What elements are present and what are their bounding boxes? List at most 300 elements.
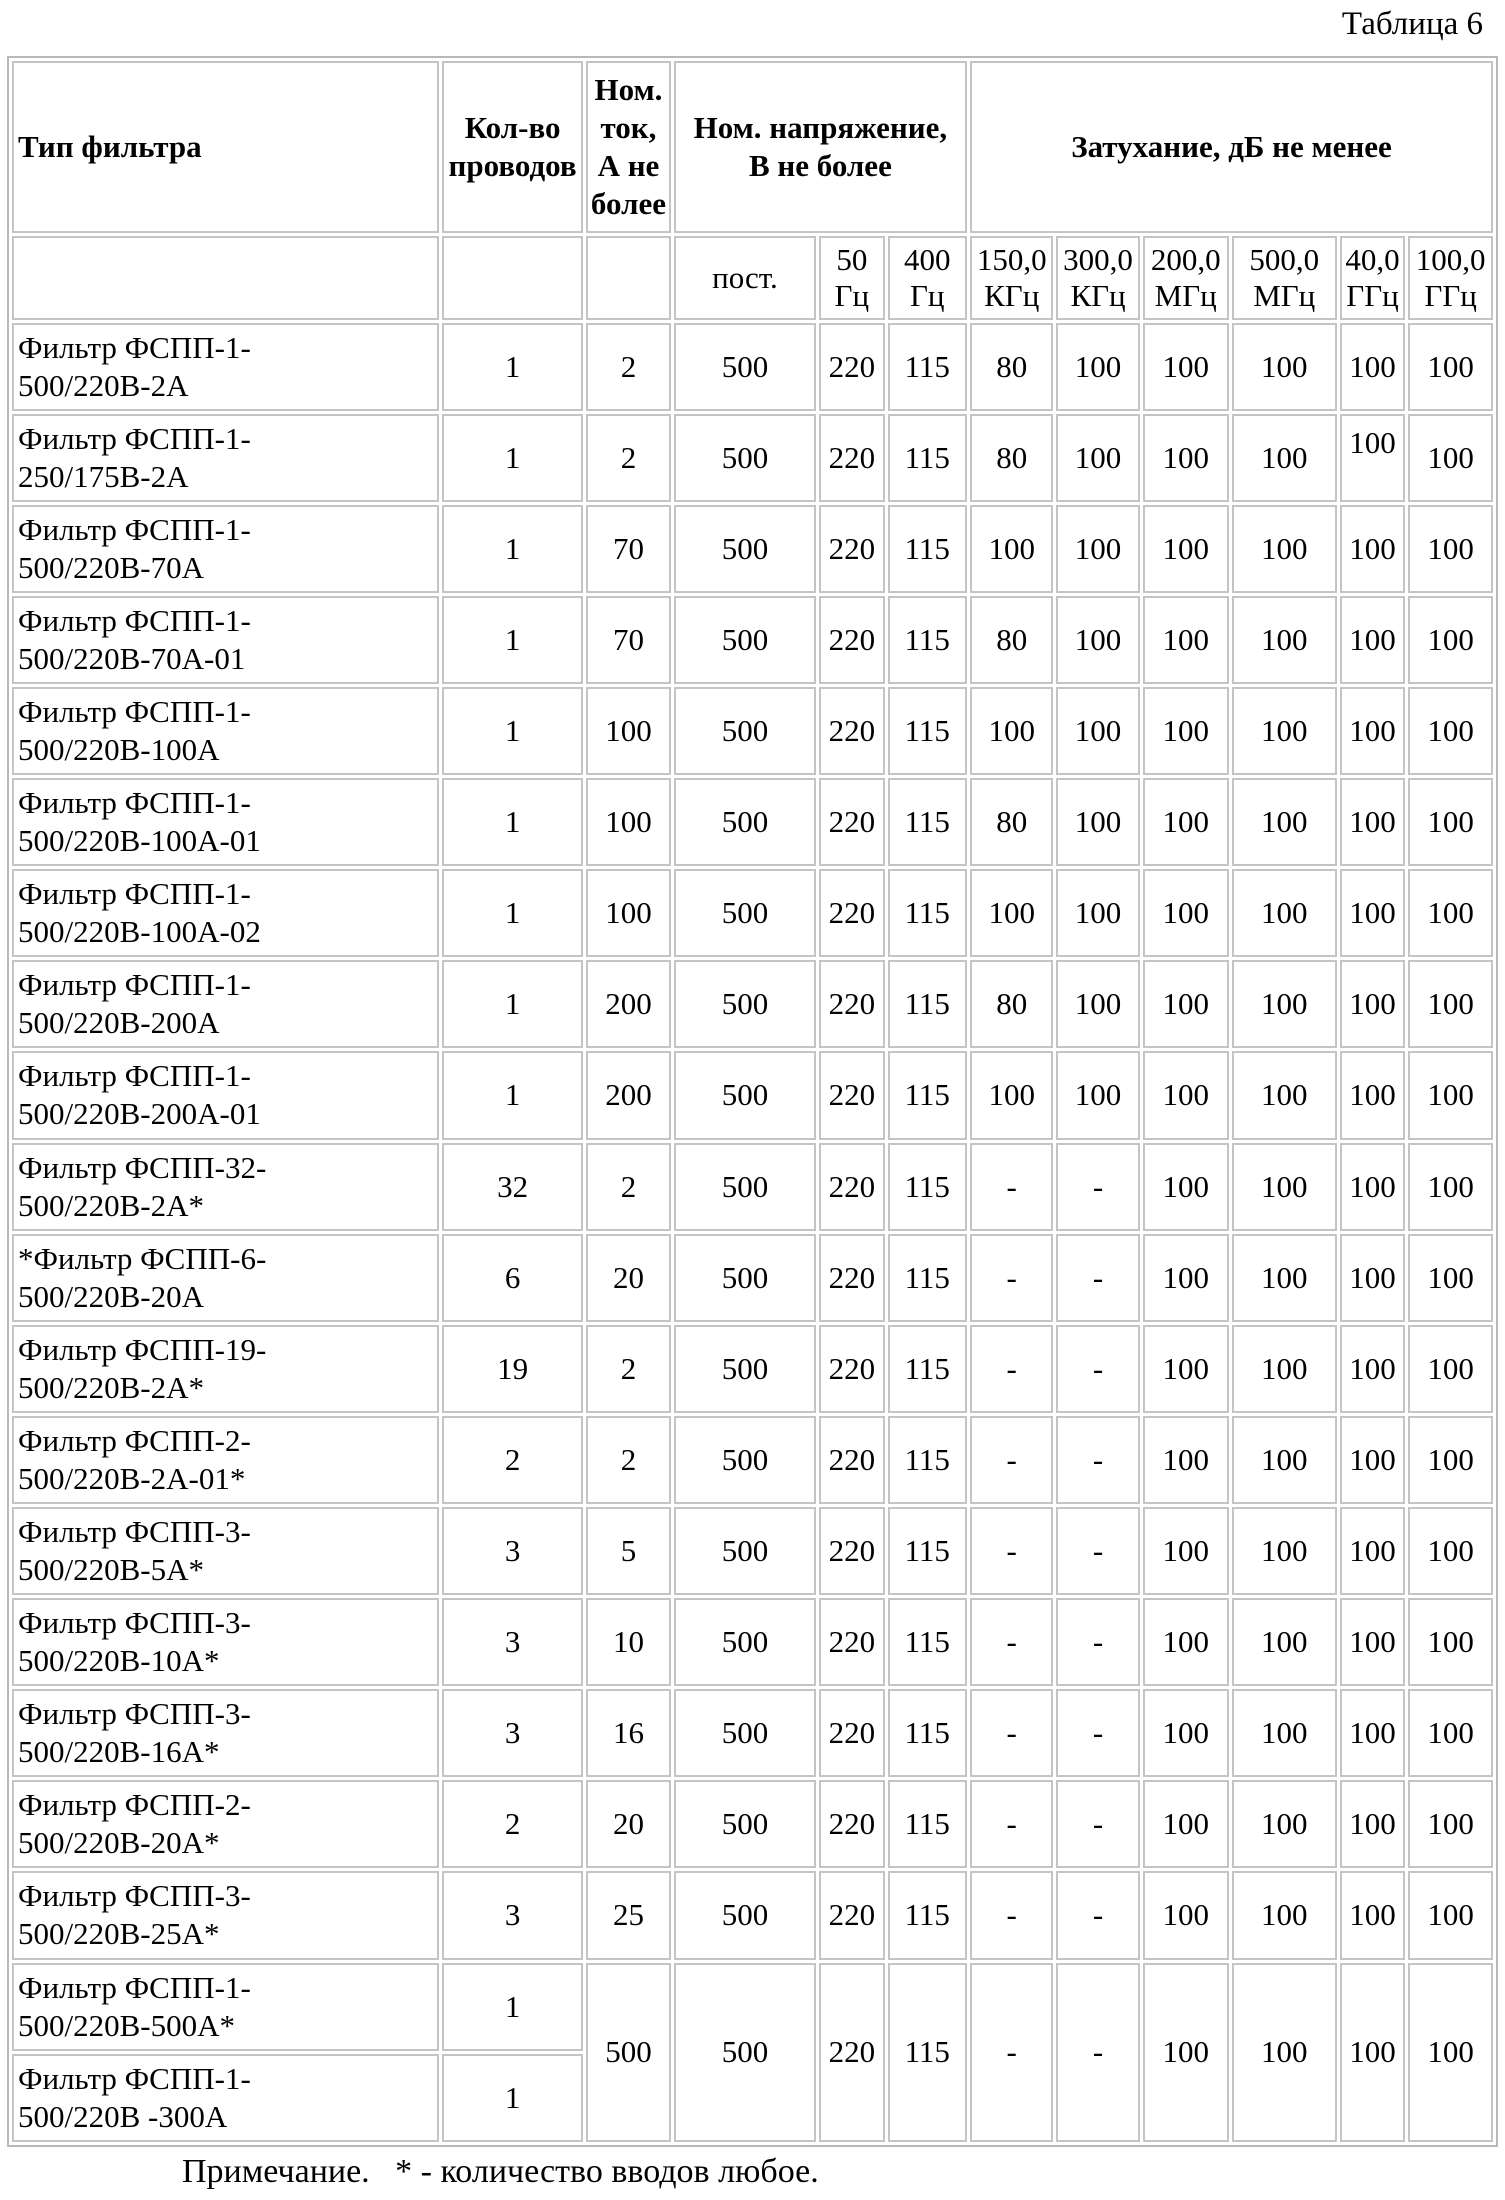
table-row xyxy=(12,869,1493,957)
filter-name-line: 500/220В-200А xyxy=(18,1005,220,1041)
value-cell: 500 xyxy=(674,505,816,593)
filter-name-line: 250/175В-2А xyxy=(18,458,189,494)
value-cell: 3 xyxy=(442,1871,583,1959)
table-row xyxy=(12,1689,1493,1777)
unit-line: 100,0 xyxy=(1415,241,1486,277)
filter-name-line: Фильтр ФСПП-1- xyxy=(18,1058,251,1094)
value-cell: 100 xyxy=(1143,1416,1229,1504)
value-cell: 115 xyxy=(888,1871,968,1959)
merged-value-cell: 100 xyxy=(1143,1963,1229,2143)
unit-line: Гц xyxy=(834,277,870,313)
value-cell: - xyxy=(1056,1780,1139,1868)
filter-name-cell xyxy=(12,1689,439,1777)
value-cell: 100 xyxy=(1408,1325,1493,1413)
value-cell: 10 xyxy=(586,1598,671,1686)
value-cell: 1 xyxy=(442,960,583,1048)
filter-name-cell xyxy=(12,1325,439,1413)
table-row xyxy=(12,1780,1493,1868)
filter-name-line: 500/220В-100А xyxy=(18,732,220,768)
value-cell: - xyxy=(970,1780,1053,1868)
filter-name-line: 500/220В-200А-01 xyxy=(18,1096,261,1132)
header-filter-type: Тип фильтра xyxy=(12,61,439,233)
value-cell: 500 xyxy=(674,778,816,866)
filter-name-line: 500/220В -300А xyxy=(18,2098,228,2134)
value-cell: 220 xyxy=(819,1325,884,1413)
merged-value-cell: - xyxy=(970,1963,1053,2143)
value-cell: 500 xyxy=(674,414,816,502)
value-cell: 220 xyxy=(819,960,884,1048)
unit-line: 400 xyxy=(904,241,951,277)
subheader-empty xyxy=(12,236,439,320)
unit-line: МГц xyxy=(1154,277,1217,313)
value-cell: 100 xyxy=(1232,1416,1337,1504)
table-row xyxy=(12,960,1493,1048)
filter-name-line: 500/220В-2А xyxy=(18,367,189,403)
value-cell: 100 xyxy=(1143,1598,1229,1686)
filter-name-line: Фильтр ФСПП-1- xyxy=(18,602,251,638)
value-cell: 220 xyxy=(819,1507,884,1595)
value-cell: 100 xyxy=(1340,687,1405,775)
merged-value-cell: 500 xyxy=(674,1963,816,2143)
header-line: Ном. напряжение, xyxy=(693,109,948,145)
value-cell: 1 xyxy=(442,414,583,502)
value-cell: 100 xyxy=(1408,323,1493,411)
value-cell: 115 xyxy=(888,778,968,866)
header-current xyxy=(586,61,671,233)
table-row xyxy=(12,323,1493,411)
value-cell: 220 xyxy=(819,1234,884,1322)
value-cell: - xyxy=(1056,1325,1139,1413)
header-line: Кол-во xyxy=(464,109,561,145)
value-cell: 3 xyxy=(442,1689,583,1777)
value-cell: 100 xyxy=(1232,778,1337,866)
value-cell: 220 xyxy=(819,1871,884,1959)
filter-name-line: Фильтр ФСПП-1- xyxy=(18,2060,251,2096)
value-cell: 80 xyxy=(970,596,1053,684)
filter-name-line: Фильтр ФСПП-1- xyxy=(18,1969,251,2005)
value-cell: 70 xyxy=(586,596,671,684)
value-cell: 3 xyxy=(442,1507,583,1595)
unit-line: 500,0 xyxy=(1249,241,1320,277)
value-cell: 1 xyxy=(442,2054,583,2142)
header-line: проводов xyxy=(448,147,577,183)
value-cell: 25 xyxy=(586,1871,671,1959)
filters-table xyxy=(7,56,1498,2147)
table-row xyxy=(12,505,1493,593)
value-cell: 100 xyxy=(1340,1871,1405,1959)
value-cell: 20 xyxy=(586,1780,671,1868)
merged-value-cell: - xyxy=(1056,1963,1139,2143)
value-cell: 220 xyxy=(819,1780,884,1868)
value-cell: 1 xyxy=(442,778,583,866)
table-row xyxy=(12,1234,1493,1322)
value-cell: - xyxy=(1056,1598,1139,1686)
value-cell: - xyxy=(970,1416,1053,1504)
value-cell: 2 xyxy=(442,1416,583,1504)
value-cell: 100 xyxy=(1232,1507,1337,1595)
value-cell: 100 xyxy=(1340,1780,1405,1868)
filter-name-cell xyxy=(12,1234,439,1322)
filter-name-cell xyxy=(12,2054,439,2142)
value-cell: 500 xyxy=(674,1416,816,1504)
table-row xyxy=(12,1598,1493,1686)
value-cell: 100 xyxy=(1232,1234,1337,1322)
unit-line: МГц xyxy=(1253,277,1316,313)
value-cell: 2 xyxy=(586,1325,671,1413)
filter-name-cell xyxy=(12,960,439,1048)
table-row xyxy=(12,414,1493,502)
value-cell: 100 xyxy=(1408,1507,1493,1595)
value-cell: 500 xyxy=(674,1234,816,1322)
value-cell: 500 xyxy=(674,1780,816,1868)
merged-value-cell: 100 xyxy=(1408,1963,1493,2143)
value-cell: 500 xyxy=(674,960,816,1048)
value-cell: 2 xyxy=(586,1416,671,1504)
value-cell: 32 xyxy=(442,1143,583,1231)
filter-name-line: Фильтр ФСПП-3- xyxy=(18,1878,251,1914)
value-cell: 100 xyxy=(1143,596,1229,684)
value-cell: - xyxy=(970,1689,1053,1777)
subheader-row xyxy=(12,236,1493,320)
value-cell: 100 xyxy=(1143,1871,1229,1959)
value-cell: 100 xyxy=(1232,414,1337,502)
value-cell: 100 xyxy=(1232,687,1337,775)
value-cell: 220 xyxy=(819,505,884,593)
unit-line: 150,0 xyxy=(976,241,1047,277)
header-wires xyxy=(442,61,583,233)
filter-name-cell xyxy=(12,414,439,502)
value-cell: - xyxy=(970,1234,1053,1322)
value-cell: 115 xyxy=(888,1689,968,1777)
value-cell: 80 xyxy=(970,414,1053,502)
value-cell: 500 xyxy=(674,1051,816,1139)
value-cell: 80 xyxy=(970,960,1053,1048)
table-row xyxy=(12,1051,1493,1139)
merged-value-cell: 500 xyxy=(586,1963,671,2143)
value-cell: 100 xyxy=(1408,1689,1493,1777)
value-cell: 100 xyxy=(1408,687,1493,775)
value-cell: 500 xyxy=(674,1689,816,1777)
table-row xyxy=(12,687,1493,775)
value-cell: 100 xyxy=(1056,1051,1139,1139)
merged-value-cell: 220 xyxy=(819,1963,884,2143)
unit-line: ГГц xyxy=(1424,277,1477,313)
value-cell: 100 xyxy=(1232,596,1337,684)
value-cell: 115 xyxy=(888,414,968,502)
value-cell: 100 xyxy=(1232,1689,1337,1777)
value-cell: 100 xyxy=(1056,960,1139,1048)
filter-name-cell xyxy=(12,1051,439,1139)
filter-name-line: Фильтр ФСПП-2- xyxy=(18,1422,251,1458)
header-line: ток, xyxy=(600,109,657,145)
value-cell: 220 xyxy=(819,687,884,775)
value-cell: 1 xyxy=(442,1963,583,2051)
value-cell: 500 xyxy=(674,1871,816,1959)
value-cell: 2 xyxy=(586,1143,671,1231)
value-cell: 100 xyxy=(1340,505,1405,593)
value-cell: 100 xyxy=(1408,505,1493,593)
value-cell: 20 xyxy=(586,1234,671,1322)
value-cell: - xyxy=(970,1507,1053,1595)
value-cell: 1 xyxy=(442,869,583,957)
value-cell: 70 xyxy=(586,505,671,593)
value-cell: 200 xyxy=(586,960,671,1048)
value-cell: 6 xyxy=(442,1234,583,1322)
filter-name-line: Фильтр ФСПП-3- xyxy=(18,1605,251,1641)
value-cell: - xyxy=(1056,1143,1139,1231)
header-row xyxy=(12,61,1493,233)
value-cell: 100 xyxy=(1340,1143,1405,1231)
header-line: В не более xyxy=(748,147,892,183)
value-cell: 100 xyxy=(1143,778,1229,866)
filter-name-cell xyxy=(12,1871,439,1959)
value-cell: - xyxy=(1056,1416,1139,1504)
value-cell: 500 xyxy=(674,869,816,957)
value-cell: 115 xyxy=(888,1598,968,1686)
filter-name-cell xyxy=(12,1416,439,1504)
value-cell: 220 xyxy=(819,1143,884,1231)
value-cell: 100 xyxy=(1340,1416,1405,1504)
value-cell: 100 xyxy=(970,869,1053,957)
value-cell: - xyxy=(970,1325,1053,1413)
filter-name-line: 500/220В-16А* xyxy=(18,1734,220,1770)
value-cell: 220 xyxy=(819,323,884,411)
value-cell: 100 xyxy=(586,778,671,866)
value-cell: 115 xyxy=(888,505,968,593)
value-cell: 2 xyxy=(586,323,671,411)
value-cell: 115 xyxy=(888,1051,968,1139)
value-cell: 100 xyxy=(1232,869,1337,957)
value-cell: 100 xyxy=(1232,960,1337,1048)
value-cell: 5 xyxy=(586,1507,671,1595)
value-cell: 100 xyxy=(1340,323,1405,411)
value-cell: 100 xyxy=(970,687,1053,775)
subheader-unit xyxy=(1340,236,1405,320)
value-cell: 115 xyxy=(888,1234,968,1322)
value-cell: 100 xyxy=(1143,414,1229,502)
value-cell: - xyxy=(1056,1871,1139,1959)
value-cell: 100 xyxy=(1232,1325,1337,1413)
unit-line: КГц xyxy=(1070,277,1126,313)
subheader-unit xyxy=(1232,236,1337,320)
header-line: более xyxy=(590,185,666,221)
unit-line: ГГц xyxy=(1346,277,1399,313)
value-cell: - xyxy=(970,1598,1053,1686)
value-cell: - xyxy=(1056,1507,1139,1595)
filter-name-cell xyxy=(12,323,439,411)
filter-name-line: Фильтр ФСПП-1- xyxy=(18,420,251,456)
table-row xyxy=(12,1963,1493,2051)
header-line: А не xyxy=(597,147,660,183)
filter-name-line: Фильтр ФСПП-1- xyxy=(18,694,251,730)
filter-name-cell xyxy=(12,1963,439,2051)
filter-name-line: 500/220В-20А xyxy=(18,1278,204,1314)
table-row xyxy=(12,1325,1493,1413)
subheader-empty xyxy=(442,236,583,320)
filter-name-line: Фильтр ФСПП-1- xyxy=(18,785,251,821)
subheader-unit xyxy=(970,236,1053,320)
value-cell: 200 xyxy=(586,1051,671,1139)
value-cell: 19 xyxy=(442,1325,583,1413)
filter-name-line: 500/220В-500А* xyxy=(18,2007,235,2043)
value-cell: 100 xyxy=(1143,1325,1229,1413)
merged-value-cell: 100 xyxy=(1340,1963,1405,2143)
table-row xyxy=(12,778,1493,866)
value-cell: 100 xyxy=(1340,778,1405,866)
filter-name-cell xyxy=(12,505,439,593)
value-cell: 100 xyxy=(1143,1689,1229,1777)
value-cell: 220 xyxy=(819,778,884,866)
subheader-unit xyxy=(674,236,816,320)
value-cell: 100 xyxy=(1143,687,1229,775)
filter-name-cell xyxy=(12,596,439,684)
value-cell: 100 xyxy=(1340,414,1405,502)
value-cell: 220 xyxy=(819,414,884,502)
value-cell: 115 xyxy=(888,1143,968,1231)
filter-name-line: Фильтр ФСПП-1- xyxy=(18,511,251,547)
value-cell: 100 xyxy=(1143,869,1229,957)
value-cell: 500 xyxy=(674,1598,816,1686)
value-cell: 115 xyxy=(888,687,968,775)
value-cell: 100 xyxy=(1340,960,1405,1048)
value-cell: - xyxy=(1056,1689,1139,1777)
filter-name-line: 500/220В-10А* xyxy=(18,1643,220,1679)
value-cell: 500 xyxy=(674,1507,816,1595)
filter-name-line: *Фильтр ФСПП-6- xyxy=(18,1240,267,1276)
value-cell: 100 xyxy=(1056,596,1139,684)
value-cell: 100 xyxy=(1408,1871,1493,1959)
value-cell: 220 xyxy=(819,596,884,684)
value-cell: 1 xyxy=(442,687,583,775)
filter-name-line: 500/220В-70А xyxy=(18,549,204,585)
value-cell: 100 xyxy=(1143,1234,1229,1322)
value-cell: 100 xyxy=(1143,1051,1229,1139)
header-attenuation: Затухание, дБ не менее xyxy=(970,61,1493,233)
unit-line: 40,0 xyxy=(1345,241,1400,277)
value-cell: 100 xyxy=(1232,505,1337,593)
value-cell: 100 xyxy=(1340,1689,1405,1777)
value-cell: 100 xyxy=(1232,1143,1337,1231)
filter-name-line: 500/220В-100А-02 xyxy=(18,914,261,950)
value-cell: 1 xyxy=(442,596,583,684)
filter-name-line: 500/220В-20А* xyxy=(18,1825,220,1861)
value-cell: - xyxy=(970,1143,1053,1231)
filter-name-cell xyxy=(12,869,439,957)
filter-name-cell xyxy=(12,1780,439,1868)
filter-name-line: Фильтр ФСПП-3- xyxy=(18,1696,251,1732)
value-cell: 220 xyxy=(819,869,884,957)
header-voltage xyxy=(674,61,967,233)
value-cell: 100 xyxy=(586,869,671,957)
filter-name-line: Фильтр ФСПП-3- xyxy=(18,1514,251,1549)
table-body xyxy=(12,61,1493,2142)
value-cell: 115 xyxy=(888,1325,968,1413)
value-cell: 100 xyxy=(1056,869,1139,957)
subheader-unit xyxy=(819,236,884,320)
value-cell: 100 xyxy=(1340,1051,1405,1139)
filter-name-cell xyxy=(12,1598,439,1686)
value-cell: 100 xyxy=(1408,869,1493,957)
header-line: Ном. xyxy=(594,71,663,107)
value-cell: 100 xyxy=(1340,869,1405,957)
unit-line: пост. xyxy=(712,259,778,295)
value-cell: 3 xyxy=(442,1598,583,1686)
value-cell: 100 xyxy=(1408,1780,1493,1868)
value-cell: 115 xyxy=(888,1416,968,1504)
value-cell: 115 xyxy=(888,869,968,957)
value-cell: 100 xyxy=(1232,1598,1337,1686)
value-cell: 100 xyxy=(1408,414,1493,502)
merged-value-cell: 100 xyxy=(1232,1963,1337,2143)
filter-name-cell xyxy=(12,778,439,866)
value-cell: 220 xyxy=(819,1689,884,1777)
value-cell: 100 xyxy=(1408,1598,1493,1686)
value-cell: 100 xyxy=(1232,1780,1337,1868)
filter-name-line: Фильтр ФСПП-1- xyxy=(18,967,251,1003)
subheader-unit xyxy=(888,236,968,320)
value-cell: 100 xyxy=(1143,960,1229,1048)
value-cell: 220 xyxy=(819,1598,884,1686)
unit-line: 200,0 xyxy=(1150,241,1221,277)
value-cell: 16 xyxy=(586,1689,671,1777)
value-cell: 100 xyxy=(1340,1234,1405,1322)
value-cell: 100 xyxy=(1056,505,1139,593)
value-cell: 100 xyxy=(1143,323,1229,411)
value-cell: 100 xyxy=(1340,596,1405,684)
value-cell: 115 xyxy=(888,960,968,1048)
value-cell: 500 xyxy=(674,323,816,411)
value-cell: 100 xyxy=(1408,1234,1493,1322)
value-cell: 100 xyxy=(1232,323,1337,411)
value-cell: 115 xyxy=(888,596,968,684)
value-cell: 100 xyxy=(970,1051,1053,1139)
filter-name-cell xyxy=(12,1143,439,1231)
filter-name-line: 500/220В-2А* xyxy=(18,1187,204,1223)
value-cell: 100 xyxy=(1143,1143,1229,1231)
filter-name-line: Фильтр ФСПП-1- xyxy=(18,329,251,365)
value-cell: 100 xyxy=(1408,1416,1493,1504)
filter-name-line: 500/220В-2А-01* xyxy=(18,1460,246,1496)
value-cell: 100 xyxy=(1340,1598,1405,1686)
filter-name-line: 500/220В-70А-01 xyxy=(18,640,246,676)
table-row xyxy=(12,1143,1493,1231)
table-row xyxy=(12,1416,1493,1504)
table-note: Примечание. * - количество вводов любое. xyxy=(182,2153,819,2190)
table-row xyxy=(12,1507,1493,1595)
value-cell: 100 xyxy=(1340,1507,1405,1595)
value-cell: 100 xyxy=(1143,505,1229,593)
subheader-unit xyxy=(1143,236,1229,320)
subheader-unit xyxy=(1408,236,1493,320)
value-cell: 500 xyxy=(674,687,816,775)
subheader-unit xyxy=(1056,236,1139,320)
filter-name-line: 500/220В-2А* xyxy=(18,1369,204,1405)
value-cell: 100 xyxy=(1056,323,1139,411)
value-cell: 2 xyxy=(442,1780,583,1868)
value-cell: 115 xyxy=(888,1507,968,1595)
filter-name-cell xyxy=(12,1507,439,1595)
value-cell: 100 xyxy=(1408,1051,1493,1139)
value-cell: 100 xyxy=(1056,414,1139,502)
value-cell: 100 xyxy=(1408,778,1493,866)
filter-name-line: 500/220В-5А* xyxy=(18,1552,204,1587)
value-cell: 115 xyxy=(888,1780,968,1868)
unit-line: Гц xyxy=(910,277,945,313)
unit-line: КГц xyxy=(984,277,1040,313)
filter-name-line: 500/220В-100А-01 xyxy=(18,823,261,859)
table-row xyxy=(12,1871,1493,1959)
value-cell: 100 xyxy=(1143,1507,1229,1595)
